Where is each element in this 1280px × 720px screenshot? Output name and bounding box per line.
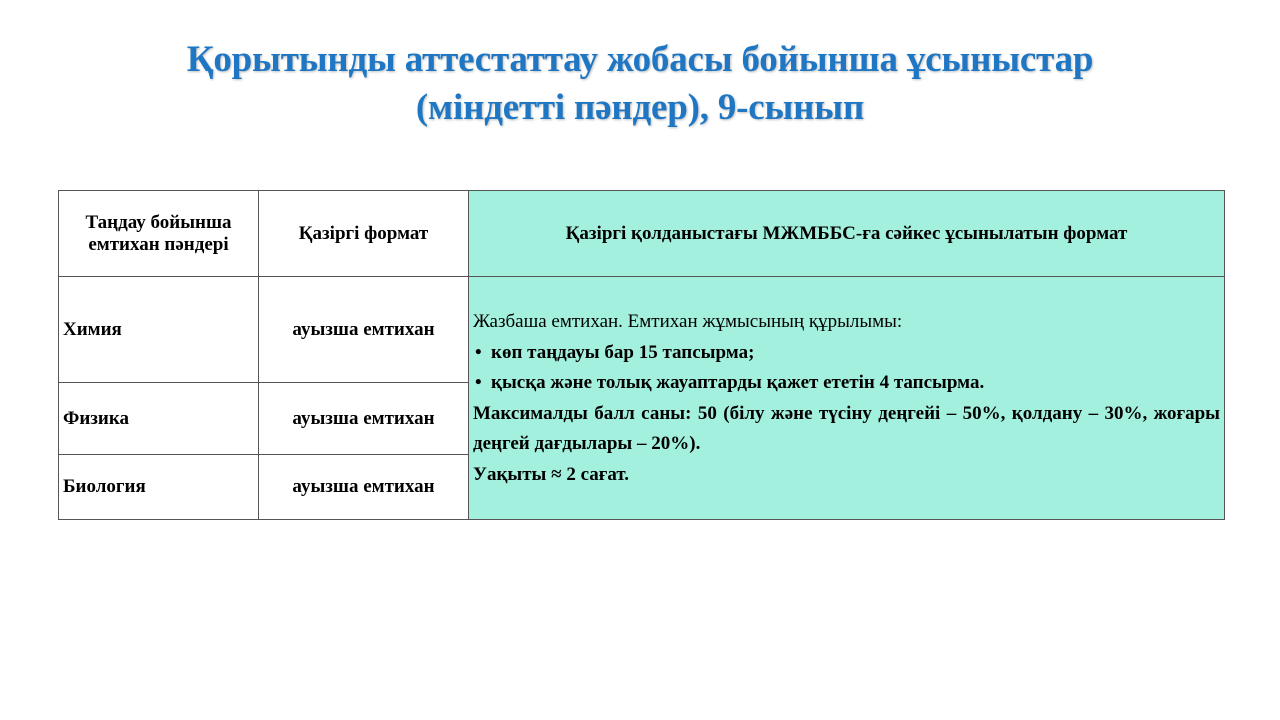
title-line-2: (міндетті пәндер), 9-сынып (415, 87, 865, 128)
subject-cell: Химия (59, 277, 259, 383)
slide-title (80, 36, 1200, 132)
header-proposed-format: Қазіргі қолданыстағы МЖМББС-ға сәйкес ұсынылатын формат (469, 191, 1225, 277)
table-row (59, 277, 1225, 383)
subject-cell: Физика (59, 383, 259, 455)
header-subjects: Таңдау бойынша емтихан пәндері (59, 191, 259, 277)
proposed-format-cell (469, 277, 1225, 520)
proposed-intro: Жазбаша емтихан. Емтихан жұмысының құрылымы: (473, 311, 903, 332)
table-header-row (59, 191, 1225, 277)
proposed-task-list (473, 338, 1220, 399)
current-format-cell: ауызша емтихан (259, 383, 469, 455)
proposed-max-score: Максималды балл саны: 50 (білу және түсіну деңгейі – 50%, қолдану – 30%, жоғары деңгей дағдылары – 20%). (473, 402, 1220, 454)
title-line-1: Қорытынды аттестаттау жобасы бойынша ұсыныстар (186, 39, 1094, 80)
subject-cell: Биология (59, 455, 259, 520)
exam-format-table (58, 190, 1225, 520)
current-format-cell: ауызша емтихан (259, 455, 469, 520)
current-format-cell: ауызша емтихан (259, 277, 469, 383)
list-item: • көп таңдауы бар 15 тапсырма; (473, 338, 1220, 369)
proposed-time: Уақыты ≈ 2 сағат. (473, 463, 630, 485)
header-current-format: Қазіргі формат (259, 191, 469, 277)
list-item: • қысқа және толық жауаптарды қажет ететін 4 тапсырма. (473, 368, 1220, 399)
